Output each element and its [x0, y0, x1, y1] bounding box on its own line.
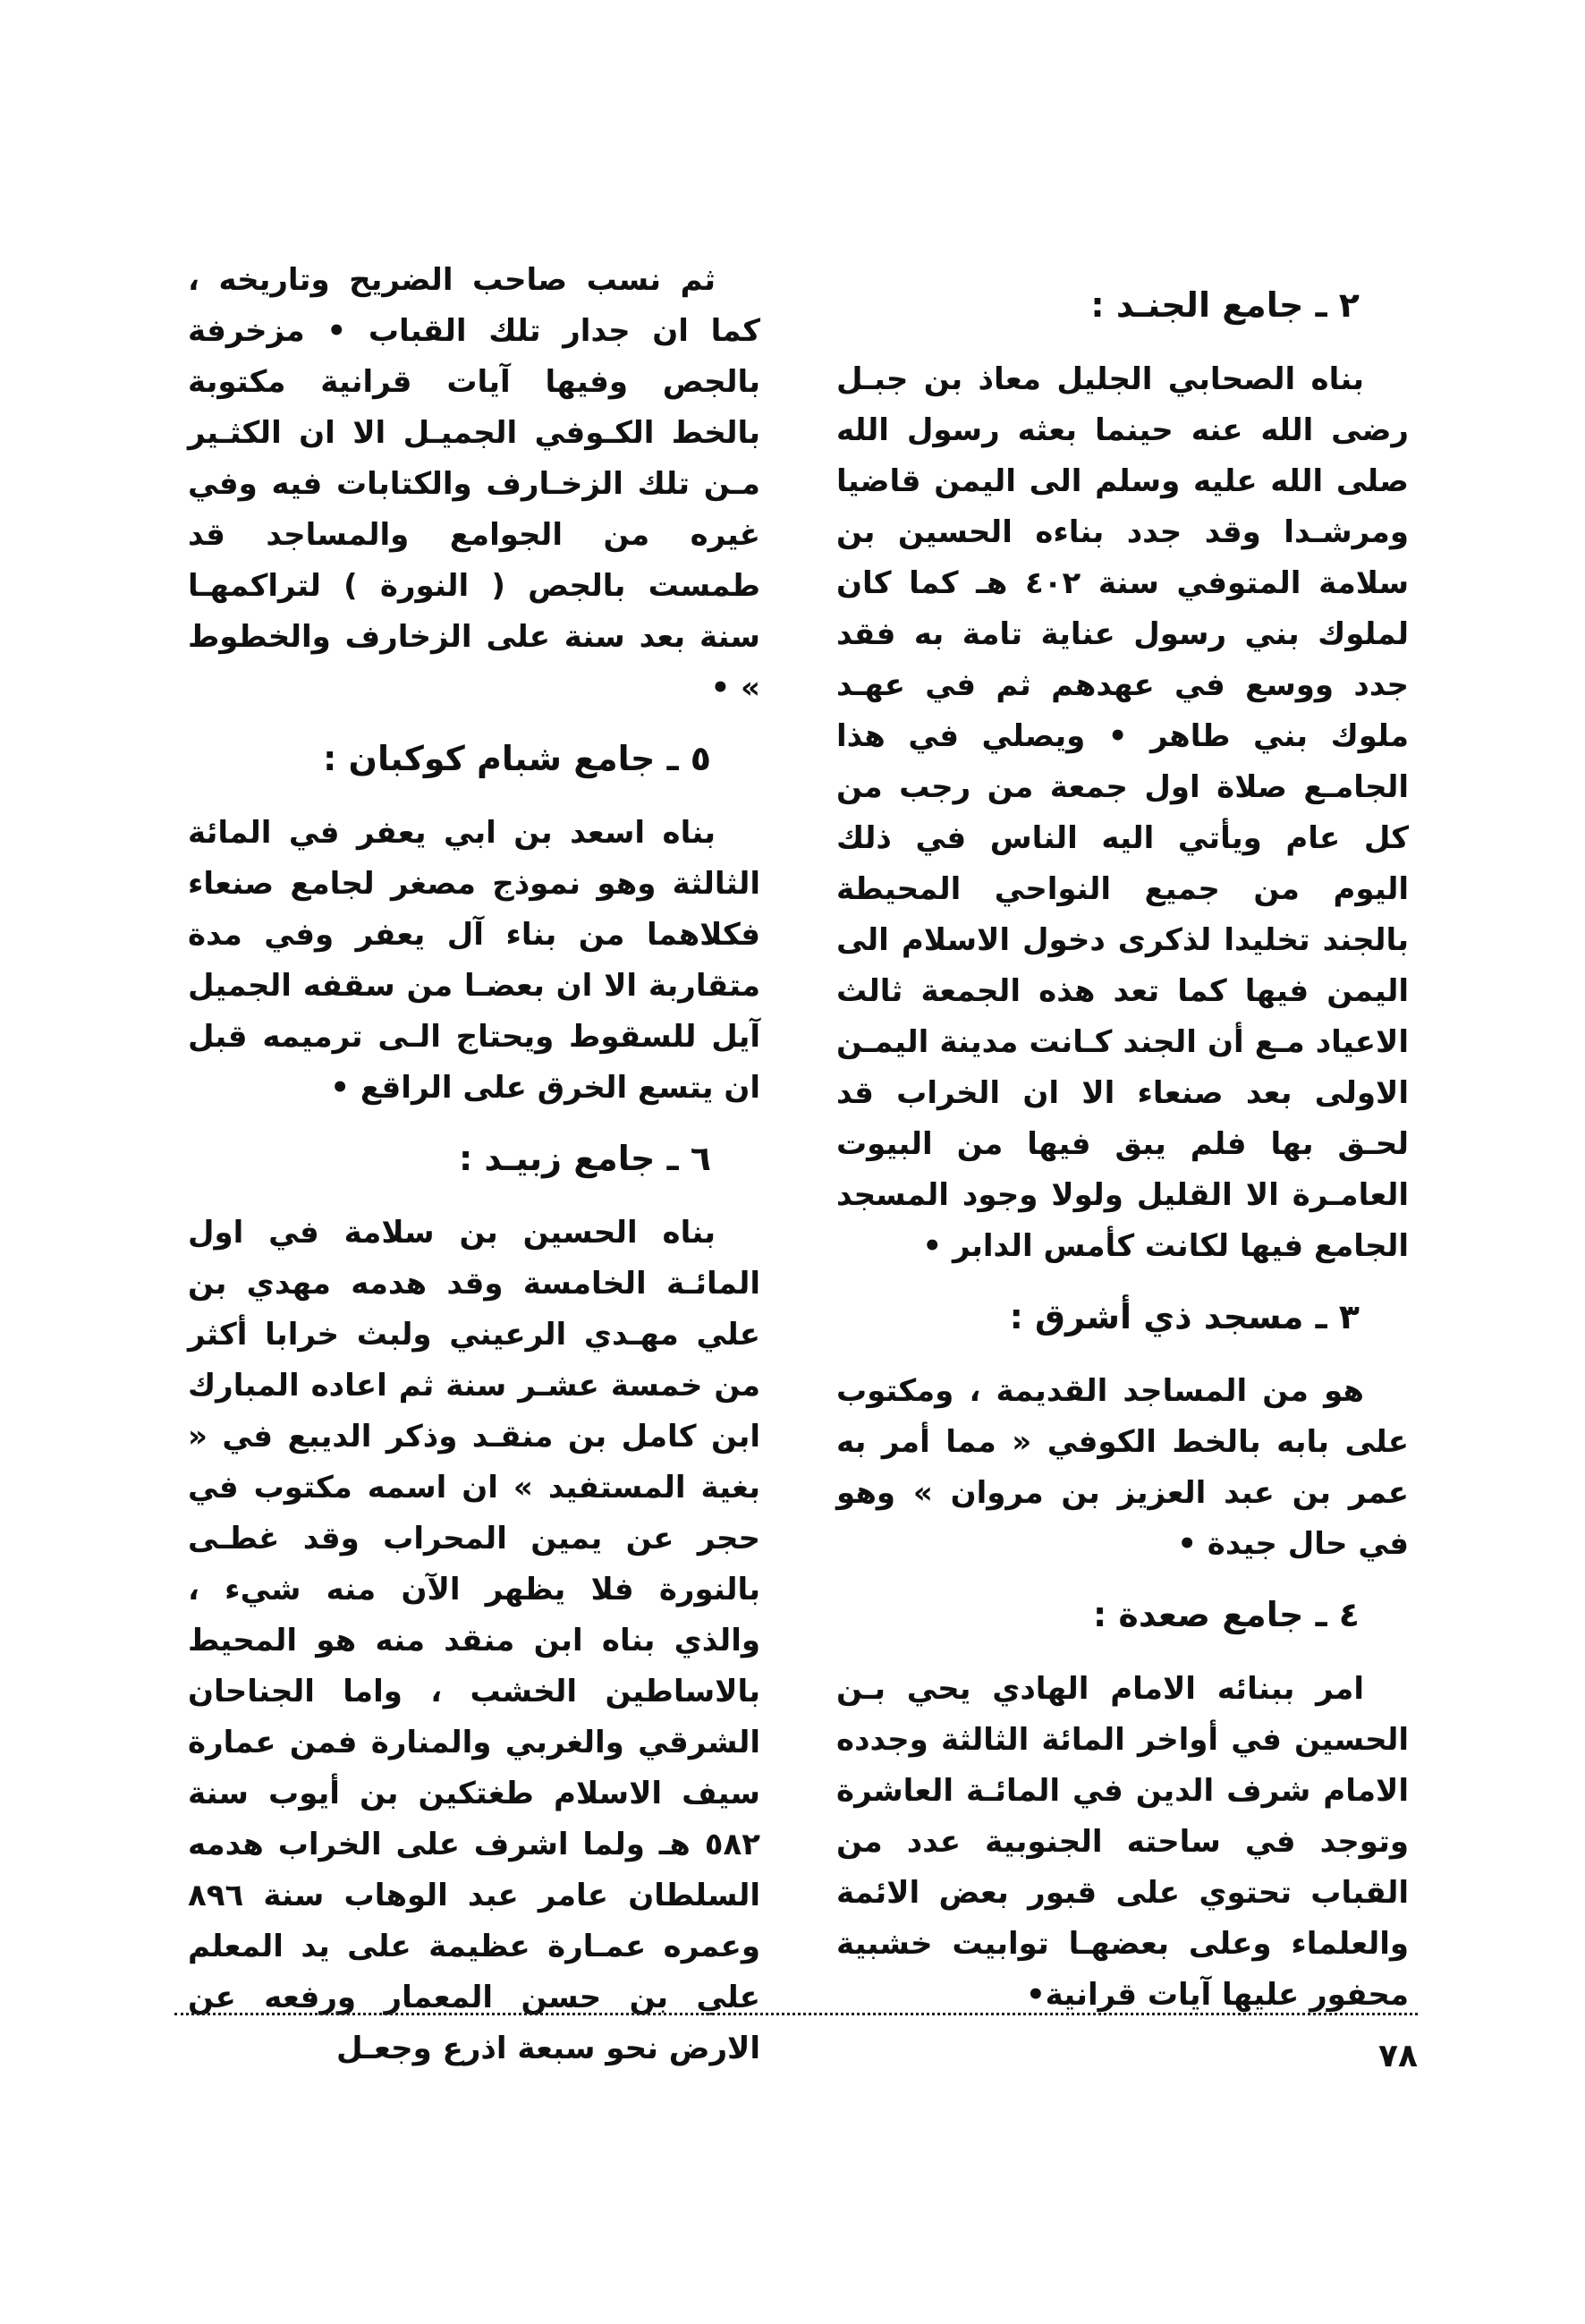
footer-divider [174, 2013, 1418, 2015]
left-column [188, 255, 760, 2074]
section-heading-zabid: ٦ ـ جامع زبيـد : [458, 1139, 711, 1178]
section-body-saada-continued: ثم نسب صاحب الضريح وتاريخه ، كما ان جدار تلك القباب • مزخرفة بالجص وفيها آيات قرانية مكتوبة بالخط الكـوفي الجميـل الا ان الكثـير مـن تلك الزخـارف والكتابات فيه وفي غيره من الجوامع والمساجد قد طمست بالجص ( النورة ) لتراكمهـا سنة بعد سنة على الزخارف والخطوط » • [188, 262, 760, 706]
page-number: ٧٨ [1378, 2038, 1418, 2074]
section-heading-saada: ٤ ـ جامع صعدة : [1093, 1595, 1360, 1634]
section-body-zabid: بناه الحسين بن سلامة في اول المائـة الخامسة وقد هدمه مهدي بن علي مهـدي الرعيني ولبث خرابا أكثر من خمسة عشـر سنة ثم اعاده المبارك ابن كامل بن منقـد وذكر الديبع في « بغية المستفيد » ان اسمه مكتوب في حجر عن يمين المحراب وقد غطـى بالنورة فلا يظهر الآن منه شيء ، والذي بناه ابن منقد منه هو المحيط بالاساطين الخشب ، واما الجناحان الشرقي والغربي والمنارة فمن عمارة سيف الاسلام طغتكين بن أيوب سنة ٥٨٢ هـ ولما اشرف على الخراب هدمه السلطان عامر عبد الوهاب سنة ٨٩٦ وعمره عمـارة عظيمة على يد المعلم علي بن حسن المعمار ورفعه عن الارض نحو سبعة اذرع وجعـل [188, 1215, 760, 2066]
section-heading-jund: ٢ ـ جامع الجنـد : [1090, 285, 1360, 325]
section-heading-dhi-ashraq: ٣ ـ مسجد ذي أشرق : [1009, 1297, 1360, 1336]
section-heading-shibam-kawkaban: ٥ ـ جامع شبام كوكبان : [323, 739, 711, 778]
section-body-shibam-kawkaban: بناه اسعد بن ابي يعفر في المائة الثالثة وهو نموذج مصغر لجامع صنعاء فكلاهما من بناء آل يعفر وفي مدة متقاربة الا ان بعضـا من سقفه الجميل آيل للسقوط ويحتاج الـى ترميمه قبل ان يتسع الخرق على الراقع • [188, 815, 760, 1106]
section-body-saada: امر ببنائه الامام الهادي يحي بـن الحسين في أواخر المائة الثالثة وجدده الامام شرف الدين في المائـة العاشرة وتوجد في ساحته الجنوبية عدد من القباب تحتوي على قبور بعض الائمة والعلماء وعلى بعضهـا توابيت خشبية محفور عليها آيات قرانية• [836, 1671, 1409, 2013]
section-body-dhi-ashraq: هو من المساجد القديمة ، ومكتوب على بابه بالخط الكوفي « مما أمر به عمر بن عبد العزيز بن مروان » وهو في حال جيدة • [836, 1373, 1409, 1562]
right-column [836, 255, 1409, 2021]
section-body-jund: بناه الصحابي الجليل معاذ بن جبـل رضى الله عنه حينما بعثه رسول الله صلى الله عليه وسلم الى اليمن قاضيا ومرشـدا وقد جدد بناءه الحسين بن سلامة المتوفي سنة ٤٠٢ هـ كما كان لملوك بني رسول عناية تامة به فقد جدد ووسع في عهدهم ثم في عهـد ملوك بني طاهر • ويصلي في هذا الجامـع صلاة اول جمعة من رجب من كل عام ويأتي اليه الناس في ذلك اليوم من جميع النواحي المحيطة بالجند تخليدا لذكرى دخول الاسلام الى اليمن فيها كما تعد هذه الجمعة ثالث الاعياد مـع أن الجند كـانت مدينة اليمـن الاولى بعد صنعاء الا ان الخراب قد لحـق بها فلم يبق فيها من البيوت العامـرة الا القليل ولولا وجود المسجد الجامع فيها لكانت كأمس الدابر • [836, 361, 1409, 1264]
